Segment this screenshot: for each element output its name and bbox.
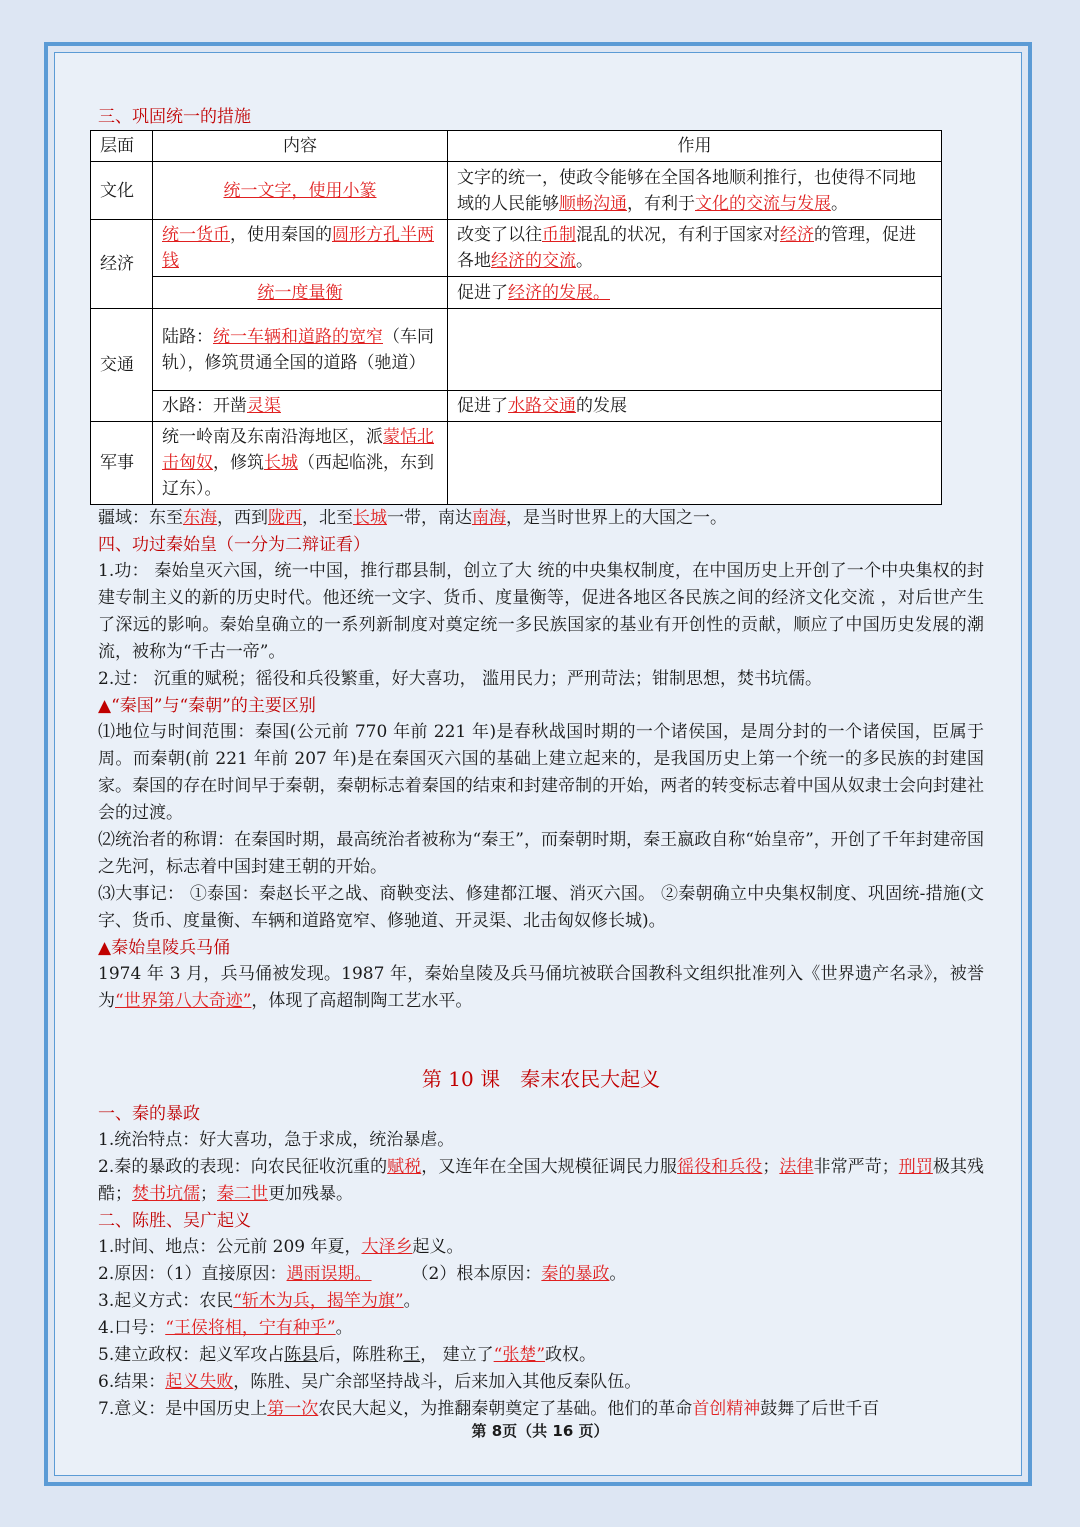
- header-level: 层面: [91, 131, 153, 162]
- territory-line: 疆域：东至东海，西到陇西，北至长城一带，南达南海，是当时世界上的大国之一。: [98, 508, 727, 528]
- effect-military: [448, 422, 942, 505]
- section-3-title: 三、巩固统一的措施: [98, 107, 251, 127]
- lesson-section-2-title: 二、陈胜、吴广起义: [98, 1211, 251, 1231]
- header-content: 内容: [153, 131, 448, 162]
- table-header-row: [91, 131, 942, 162]
- uprising-point-3: 3.起义方式：农民“斩木为兵，揭竿为旗”。: [98, 1291, 421, 1311]
- difference-2: ⑵统治者的称谓：在秦国时期，最高统治者被称为“秦王”，而秦朝时期，秦王嬴政自称“始皇帝”，开创了千年封建帝国之先河，标志着中国封建王朝的开始。: [98, 830, 984, 877]
- difference-3: ⑶大事记： ①泰国：秦赵长平之战、商鞅变法、修建都江堰、消灭六国。 ②秦朝确立中央集权制度、巩固统-措施(文字、货币、度量衡、车辆和道路宽窄、修驰道、开灵渠、北击匈奴修长城)。: [98, 884, 984, 931]
- section-4-title: 四、功过秦始皇（一分为二辩证看）: [98, 535, 370, 555]
- table-row: [91, 422, 942, 505]
- uprising-point-5: 5.建立政权：起义军攻占陈县后，陈胜称王， 建立了“张楚”政权。: [98, 1345, 597, 1365]
- effect-culture: 文字的统一，使政令能够在全国各地顺利推行，也使得不同地域的人民能够顺畅沟通，有利于文化的交流与发展。: [448, 162, 942, 220]
- uprising-point-6: 6.结果：起义失败，陈胜、吴广余部坚持战斗，后来加入其他反秦队伍。: [98, 1372, 642, 1392]
- measures-table: [90, 130, 942, 505]
- lesson-title: 第 10 课 秦末农民大起义: [421, 1067, 661, 1091]
- effect-currency: 改变了以往币制混乱的状况，有利于国家对经济的管理，促进各地经济的交流。: [448, 220, 942, 277]
- content-measures: 统一度量衡: [153, 277, 448, 309]
- lesson-section-1-title: 一、秦的暴政: [98, 1104, 200, 1124]
- content-culture: 统一文字，使用小篆: [153, 162, 448, 220]
- effect-water: 促进了水路交通的发展: [448, 391, 942, 422]
- content-land: 陆路：统一车辆和道路的宽窄（车同轨），修筑贯通全国的道路（驰道）: [153, 309, 448, 391]
- merit-paragraph: 1.功： 秦始皇灭六国，统一中国，推行郡县制，创立了大 统的中央集权制度，在中国历史上开创了一个中央集权的封建专制主义的新的历史时代。他还统一文字、货币、度量衡等，促进各地区各民族之间的经济文化交流 ，对后世产生了深远的影响。秦始皇确立的一系列新制度对奠定统一多民族国家的基业有开创性的贡献，顺应了中国历史发展的潮流，被称为“千古一帝”。: [98, 561, 984, 662]
- content-water: 水路：开凿灵渠: [153, 391, 448, 422]
- document-body: [98, 104, 984, 1423]
- level-culture: 文化: [91, 162, 153, 220]
- uprising-point-1: 1.时间、地点：公元前 209 年夏，大泽乡起义。: [98, 1237, 464, 1257]
- uprising-point-2: 2.原因：（1）直接原因：遇雨误期。 （2）根本原因：秦的暴政。: [98, 1264, 627, 1284]
- level-military: 军事: [91, 422, 153, 505]
- header-effect: 作用: [448, 131, 942, 162]
- table-row: [91, 162, 942, 220]
- table-row: [91, 220, 942, 277]
- content-currency: 统一货币，使用秦国的圆形方孔半两钱: [153, 220, 448, 277]
- effect-measures: 促进了经济的发展。: [448, 277, 942, 309]
- table-row: [91, 277, 942, 309]
- terracotta-paragraph: 1974 年 3 月，兵马俑被发现。1987 年，秦始皇陵及兵马俑坑被联合国教科文组织批准列入《世界遗产名录》，被誉为“世界第八大奇迹”，体现了高超制陶工艺水平。: [98, 964, 984, 1011]
- uprising-point-7: 7.意义：是中国历史上第一次农民大起义，为推翻秦朝奠定了基础。他们的革命首创精神鼓舞了后世千百: [98, 1399, 880, 1419]
- uprising-point-4: 4.口号：“王侯将相，宁有种乎”。: [98, 1318, 353, 1338]
- page-number: 第 8页（共 16 页）: [471, 1422, 609, 1440]
- tyranny-point-1: 1.统治特点：好大喜功，急于求成，统治暴虐。: [98, 1130, 455, 1150]
- effect-land: [448, 309, 942, 391]
- terracotta-title: ▲秦始皇陵兵马俑: [98, 938, 231, 958]
- content-military: 统一岭南及东南沿海地区，派蒙恬北击匈奴，修筑长城（西起临洮，东到辽东）。: [153, 422, 448, 505]
- level-economy: 经济: [91, 220, 153, 309]
- table-row: [91, 391, 942, 422]
- level-transport: 交通: [91, 309, 153, 422]
- difference-1: ⑴地位与时间范围：秦国(公元前 770 年前 221 年)是春秋战国时期的一个诸侯国，是周分封的一个诸侯国，臣属于周。而秦朝(前 221 年前 207 年)是在秦国灭六国的基础上建立起来的，是我国历史上第一个统一的多民族的封建国家。秦国的存在时间早于秦朝，秦朝标志着秦国的结束和封建帝制的开始，两者的转变标志着中国从奴隶士会向封建社会的过渡。: [98, 722, 984, 823]
- table-row: [91, 309, 942, 391]
- tyranny-point-2: 2.秦的暴政的表现：向农民征收沉重的赋税，又连年在全国大规模征调民力服徭役和兵役；法律非常严苛；刑罚极其残酷；焚书坑儒；秦二世更加残暴。: [98, 1157, 985, 1204]
- difference-title: ▲“秦国”与“秦朝”的主要区别: [98, 696, 316, 716]
- fault-paragraph: 2.过： 沉重的赋税；徭役和兵役繁重，好大喜功， 滥用民力；严刑苛法；钳制思想，焚书坑儒。: [98, 669, 823, 689]
